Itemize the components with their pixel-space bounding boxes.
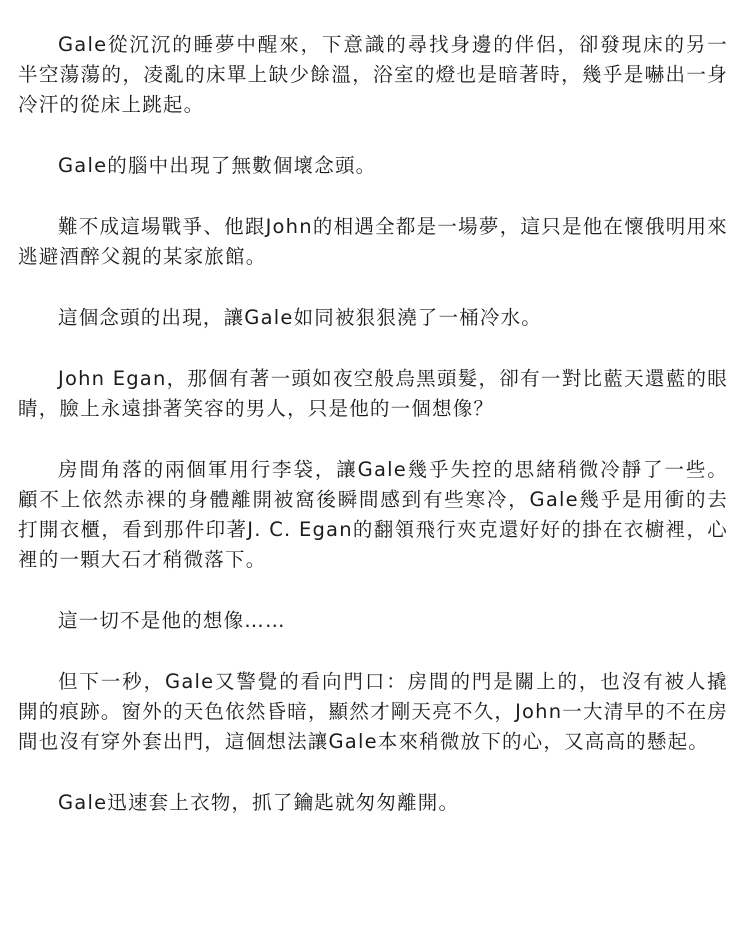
story-text [18, 30, 728, 818]
paragraph-john-egan: John Egan，那個有著一頭如夜空般烏黑頭髮，卻有一對比藍天還藍的眼睛，臉上永遠掛著笑容的男人，只是他的一個想像？ [18, 367, 728, 420]
paragraph-leaving: Gale迅速套上衣物，抓了鑰匙就匆匆離開。 [58, 791, 460, 814]
paragraph-bad-thoughts: Gale的腦中出現了無數個壞念頭。 [58, 154, 377, 177]
paragraph-cold-water: 這個念頭的出現，讓Gale如同被狠狠澆了一桶冷水。 [58, 306, 542, 329]
paragraph-door-check: 但下一秒，Gale又警覺的看向門口：房間的門是關上的，也沒有被人撬開的痕跡。窗外的天色依然昏暗，顯然才剛天亮不久，John一大清早的不在房間也沒有穿外套出門，這個想法讓Gale本來稍微放下的心，又高高的懸起。 [18, 670, 728, 753]
paragraph-duffel-bags: 房間角落的兩個軍用行李袋，讓Gale幾乎失控的思緒稍微冷靜了一些。顧不上依然赤裸的身體離開被窩後瞬間感到有些寒冷，Gale幾乎是用衝的去打開衣櫃，看到那件印著J. C. Egan的翻領飛行夾克還好好的掛在衣櫥裡，心裡的一顆大石才稍微落下。 [18, 458, 728, 571]
paragraph-not-imagination: 這一切不是他的想像…… [58, 609, 286, 632]
paragraph-waking-up: Gale從沉沉的睡夢中醒來，下意識的尋找身邊的伴侶，卻發現床的另一半空蕩蕩的，凌亂的床單上缺少餘溫，浴室的燈也是暗著時，幾乎是嚇出一身冷汗的從床上跳起。 [18, 33, 728, 116]
paragraph-dream-doubt: 難不成這場戰爭、他跟John的相遇全都是一場夢，這只是他在懷俄明用來逃避酒醉父親的某家旅館。 [18, 215, 728, 268]
